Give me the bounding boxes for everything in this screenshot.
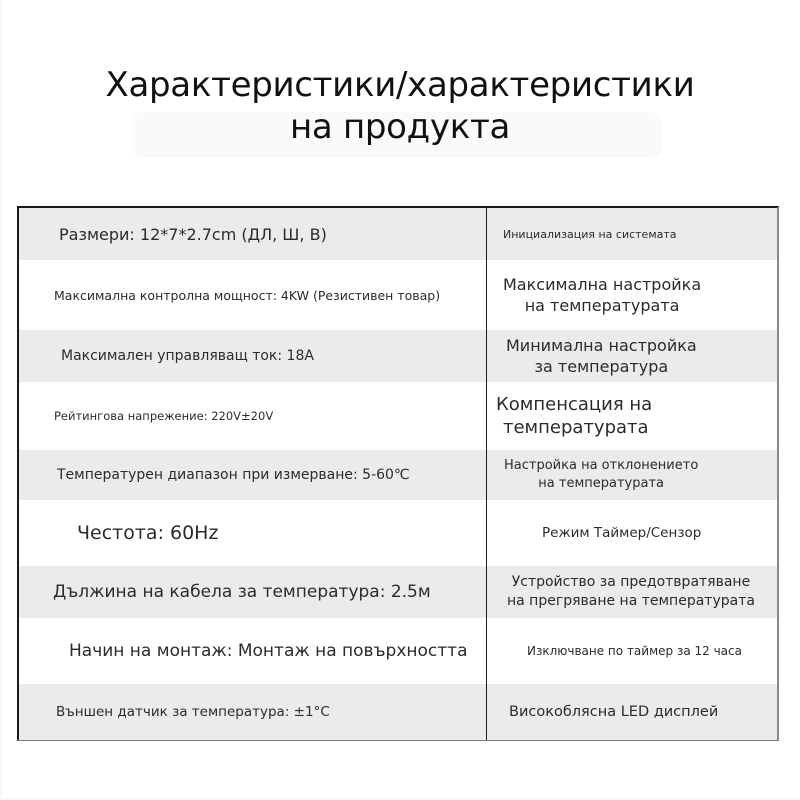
- spec-label: Начин на монтаж: Монтаж на повърхността: [69, 641, 468, 661]
- table-row: [19, 260, 777, 330]
- feature-label: Високоблясна LED дисплей: [509, 704, 719, 720]
- spec-cell-left: [19, 382, 486, 450]
- table-row: [19, 500, 777, 566]
- spec-label: Външен датчик за температура: ±1°C: [56, 704, 330, 720]
- table-row: [19, 330, 777, 382]
- spec-cell-right: [487, 382, 779, 450]
- feature-label-line-1: Компенсация на: [496, 394, 653, 415]
- spec-cell-right: [487, 330, 779, 382]
- feature-label-line-1: Устройство за предотвратяване: [511, 574, 751, 590]
- spec-cell-left: [19, 500, 486, 566]
- spec-cell-left: [19, 208, 486, 260]
- page-title-line-1: Характеристики/характеристики: [105, 65, 695, 105]
- spec-cell-right: [487, 208, 779, 260]
- spec-cell-right: [487, 618, 779, 684]
- feature-label-line-2: на температурата: [524, 296, 680, 315]
- spec-cell-left: [19, 260, 486, 330]
- spec-cell-left: [19, 566, 486, 618]
- feature-label-line-2: на прегряване на температурата: [507, 593, 755, 609]
- page-title-line-2: на продукта: [290, 107, 510, 147]
- column-divider: [486, 208, 487, 740]
- table-row: [19, 618, 777, 684]
- spec-cell-right: [487, 260, 779, 330]
- feature-label: Режим Таймер/Сензор: [542, 525, 702, 541]
- table-row: [19, 450, 777, 500]
- feature-label-line-1: Минимална настройка: [506, 336, 697, 355]
- table-row: [19, 566, 777, 618]
- spec-cell-right: [487, 500, 779, 566]
- spec-label: Рейтингова напрежение: 220V±20V: [54, 409, 274, 423]
- spec-cell-left: [19, 450, 486, 500]
- table-row: [19, 382, 777, 450]
- spec-cell-left: [19, 618, 486, 684]
- spec-cell-left: [19, 330, 486, 382]
- table-row: [19, 684, 777, 740]
- spec-table: [17, 206, 779, 741]
- spec-label: Дължина на кабела за температура: 2.5м: [53, 582, 431, 602]
- spec-cell-right: [487, 450, 779, 500]
- feature-label-line-1: Максимална настройка: [503, 275, 702, 294]
- table-row: [19, 208, 777, 260]
- spec-label: Максимален управляващ ток: 18A: [61, 348, 314, 364]
- feature-label-line-2: за температура: [534, 357, 669, 376]
- spec-label: Максимална контролна мощност: 4KW (Резистивен товар): [54, 287, 441, 303]
- spec-label: Честота: 60Hz: [77, 522, 219, 544]
- spec-cell-right: [487, 684, 779, 740]
- spec-cell-right: [487, 566, 779, 618]
- spec-cell-left: [19, 684, 486, 740]
- feature-label: Инициализация на системата: [503, 227, 677, 241]
- feature-label: Изключване по таймер за 12 часа: [527, 644, 742, 658]
- feature-label-line-1: Настройка на отклонението: [504, 458, 699, 473]
- spec-label: Температурен диапазон при измерване: 5-60℃: [57, 467, 410, 483]
- page-title: [0, 64, 800, 148]
- spec-label: Размери: 12*7*2.7cm (ДЛ, Ш, В): [59, 224, 327, 244]
- feature-label-line-2: на температурата: [538, 476, 664, 491]
- feature-label-line-2: температурата: [503, 417, 649, 438]
